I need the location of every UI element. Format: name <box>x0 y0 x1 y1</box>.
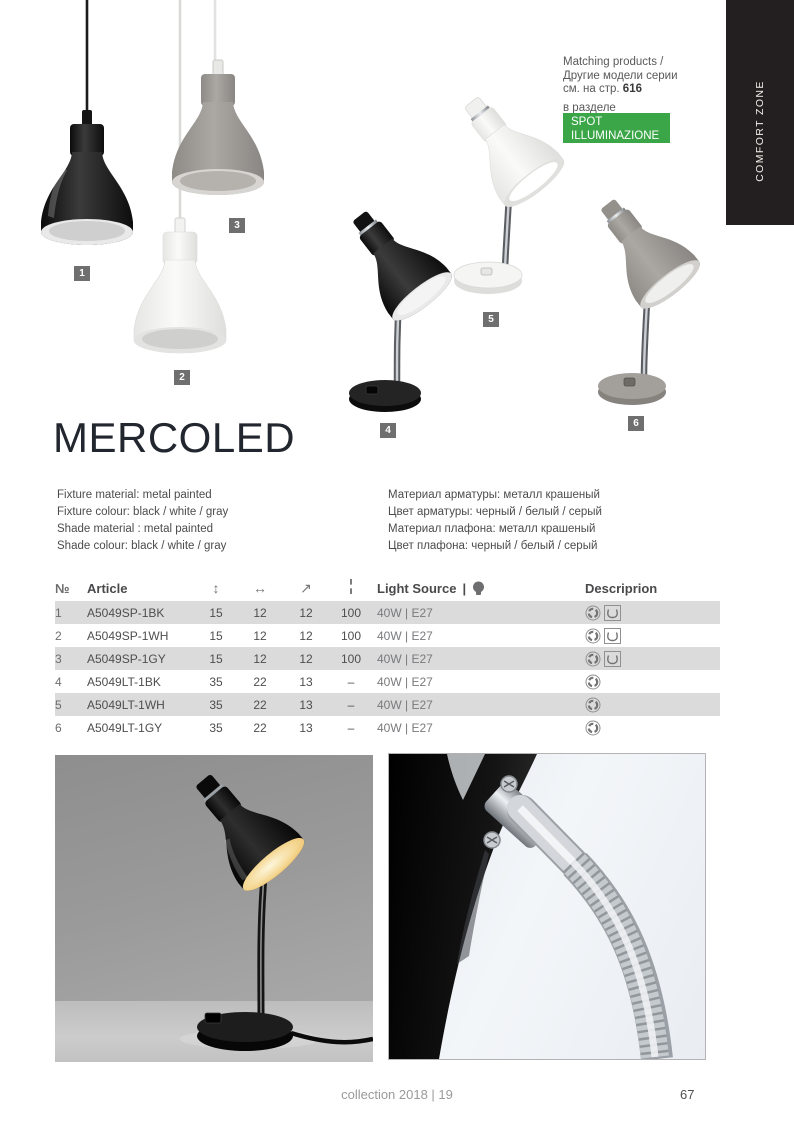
width-arrow-icon: ↔ <box>253 580 267 596</box>
header-divider: | <box>462 580 467 596</box>
item-badge-3: 3 <box>229 218 245 233</box>
item-badge-1: 1 <box>74 266 90 281</box>
table-row: 4 A5049LT-1BK 35 22 13 – 40W | E27 <box>55 670 720 693</box>
item-badge-4: 4 <box>380 423 396 438</box>
desk-lamp-white <box>442 79 570 294</box>
spec-line: Shade material : metal painted <box>57 523 213 535</box>
photo-gooseneck-closeup <box>388 753 706 1060</box>
spec-line: Цвет плафона: черный / белый / серый <box>388 540 598 552</box>
footer-page-number: 67 <box>680 1087 695 1102</box>
article-code: A5049SP-1BK <box>87 605 165 620</box>
spec-line: Fixture colour: black / white / gray <box>57 506 229 518</box>
swivel-icon <box>585 697 601 713</box>
product-table <box>55 575 720 739</box>
pendant-lamp-black <box>41 110 133 245</box>
shade-mount-icon <box>604 628 621 644</box>
item-badge-2: 2 <box>174 370 190 385</box>
article-code: A5049SP-1GY <box>87 651 166 666</box>
page-title: MERCOLED <box>53 414 296 461</box>
comfort-zone-label: COMFORT ZONE <box>754 80 766 182</box>
spec-line: Материал арматуры: металл крашеный <box>388 489 600 501</box>
pendant-lamp-gray <box>172 60 264 195</box>
pendant-lamp-white <box>134 218 226 353</box>
swivel-icon <box>585 720 601 736</box>
photo-gooseneck-drawing <box>389 754 705 1059</box>
product-illustrations <box>0 0 794 460</box>
swivel-icon <box>585 628 601 644</box>
article-code: A5049LT-1WH <box>87 697 165 712</box>
bulb-icon <box>472 581 485 596</box>
table-row: 5 A5049LT-1WH 35 22 13 – 40W | E27 <box>55 693 720 716</box>
photo-lamp-drawing <box>55 755 373 1062</box>
shade-mount-icon <box>604 651 621 667</box>
desk-lamp-black <box>330 193 458 412</box>
matching-line-section: в разделе <box>563 101 616 114</box>
spec-line: Цвет арматуры: черный / белый / серый <box>388 506 602 518</box>
matching-line-en: Matching products / <box>563 56 664 68</box>
footer-collection-label: collection 2018 | 19 <box>341 1087 453 1102</box>
table-row: 6 A5049LT-1GY 35 22 13 – 40W | E27 <box>55 716 720 739</box>
suspension-length-icon <box>329 579 373 597</box>
spec-line: Fixture material: metal painted <box>57 489 212 501</box>
swivel-icon <box>585 605 601 621</box>
article-code: A5049LT-1BK <box>87 674 161 689</box>
page-ref: 616 <box>622 83 642 95</box>
article-code: A5049LT-1GY <box>87 720 163 735</box>
shade-mount-icon <box>604 605 621 621</box>
item-badge-6: 6 <box>628 416 644 431</box>
header-description: Descriprion <box>585 580 658 596</box>
table-row: 2 A5049SP-1WH 15 12 12 100 40W | E27 <box>55 624 720 647</box>
spec-line: Shade colour: black / white / gray <box>57 540 227 552</box>
swivel-icon <box>585 674 601 690</box>
swivel-icon <box>585 651 601 667</box>
table-row: 1 A5049SP-1BK 15 12 12 100 40W | E27 <box>55 601 720 624</box>
matching-line-ru: Другие модели серии <box>563 69 678 82</box>
item-badge-5: 5 <box>483 312 499 327</box>
spec-line: Материал плафона: металл крашеный <box>388 523 596 535</box>
matching-line-page: см. на стр. 616 <box>563 83 642 95</box>
spot-illuminazione-badge: SPOT ILLUMINAZIONE <box>563 113 670 143</box>
specs-english <box>57 487 228 555</box>
table-header-row <box>55 575 720 601</box>
screw-icon <box>484 832 500 848</box>
article-code: A5049SP-1WH <box>87 628 169 643</box>
height-arrow-icon: ↕ <box>212 580 220 596</box>
desk-lamp-gray <box>578 181 706 405</box>
header-light-source: Light Source | <box>373 581 585 596</box>
photo-desk-lamp-lit <box>55 755 373 1062</box>
screw-icon <box>501 776 517 792</box>
header-num: № <box>55 580 70 596</box>
specs-russian <box>388 487 602 555</box>
diagonal-arrow-icon: ↗ <box>300 579 312 596</box>
header-article: Article <box>87 580 128 596</box>
table-row: 3 A5049SP-1GY 15 12 12 100 40W | E27 <box>55 647 720 670</box>
